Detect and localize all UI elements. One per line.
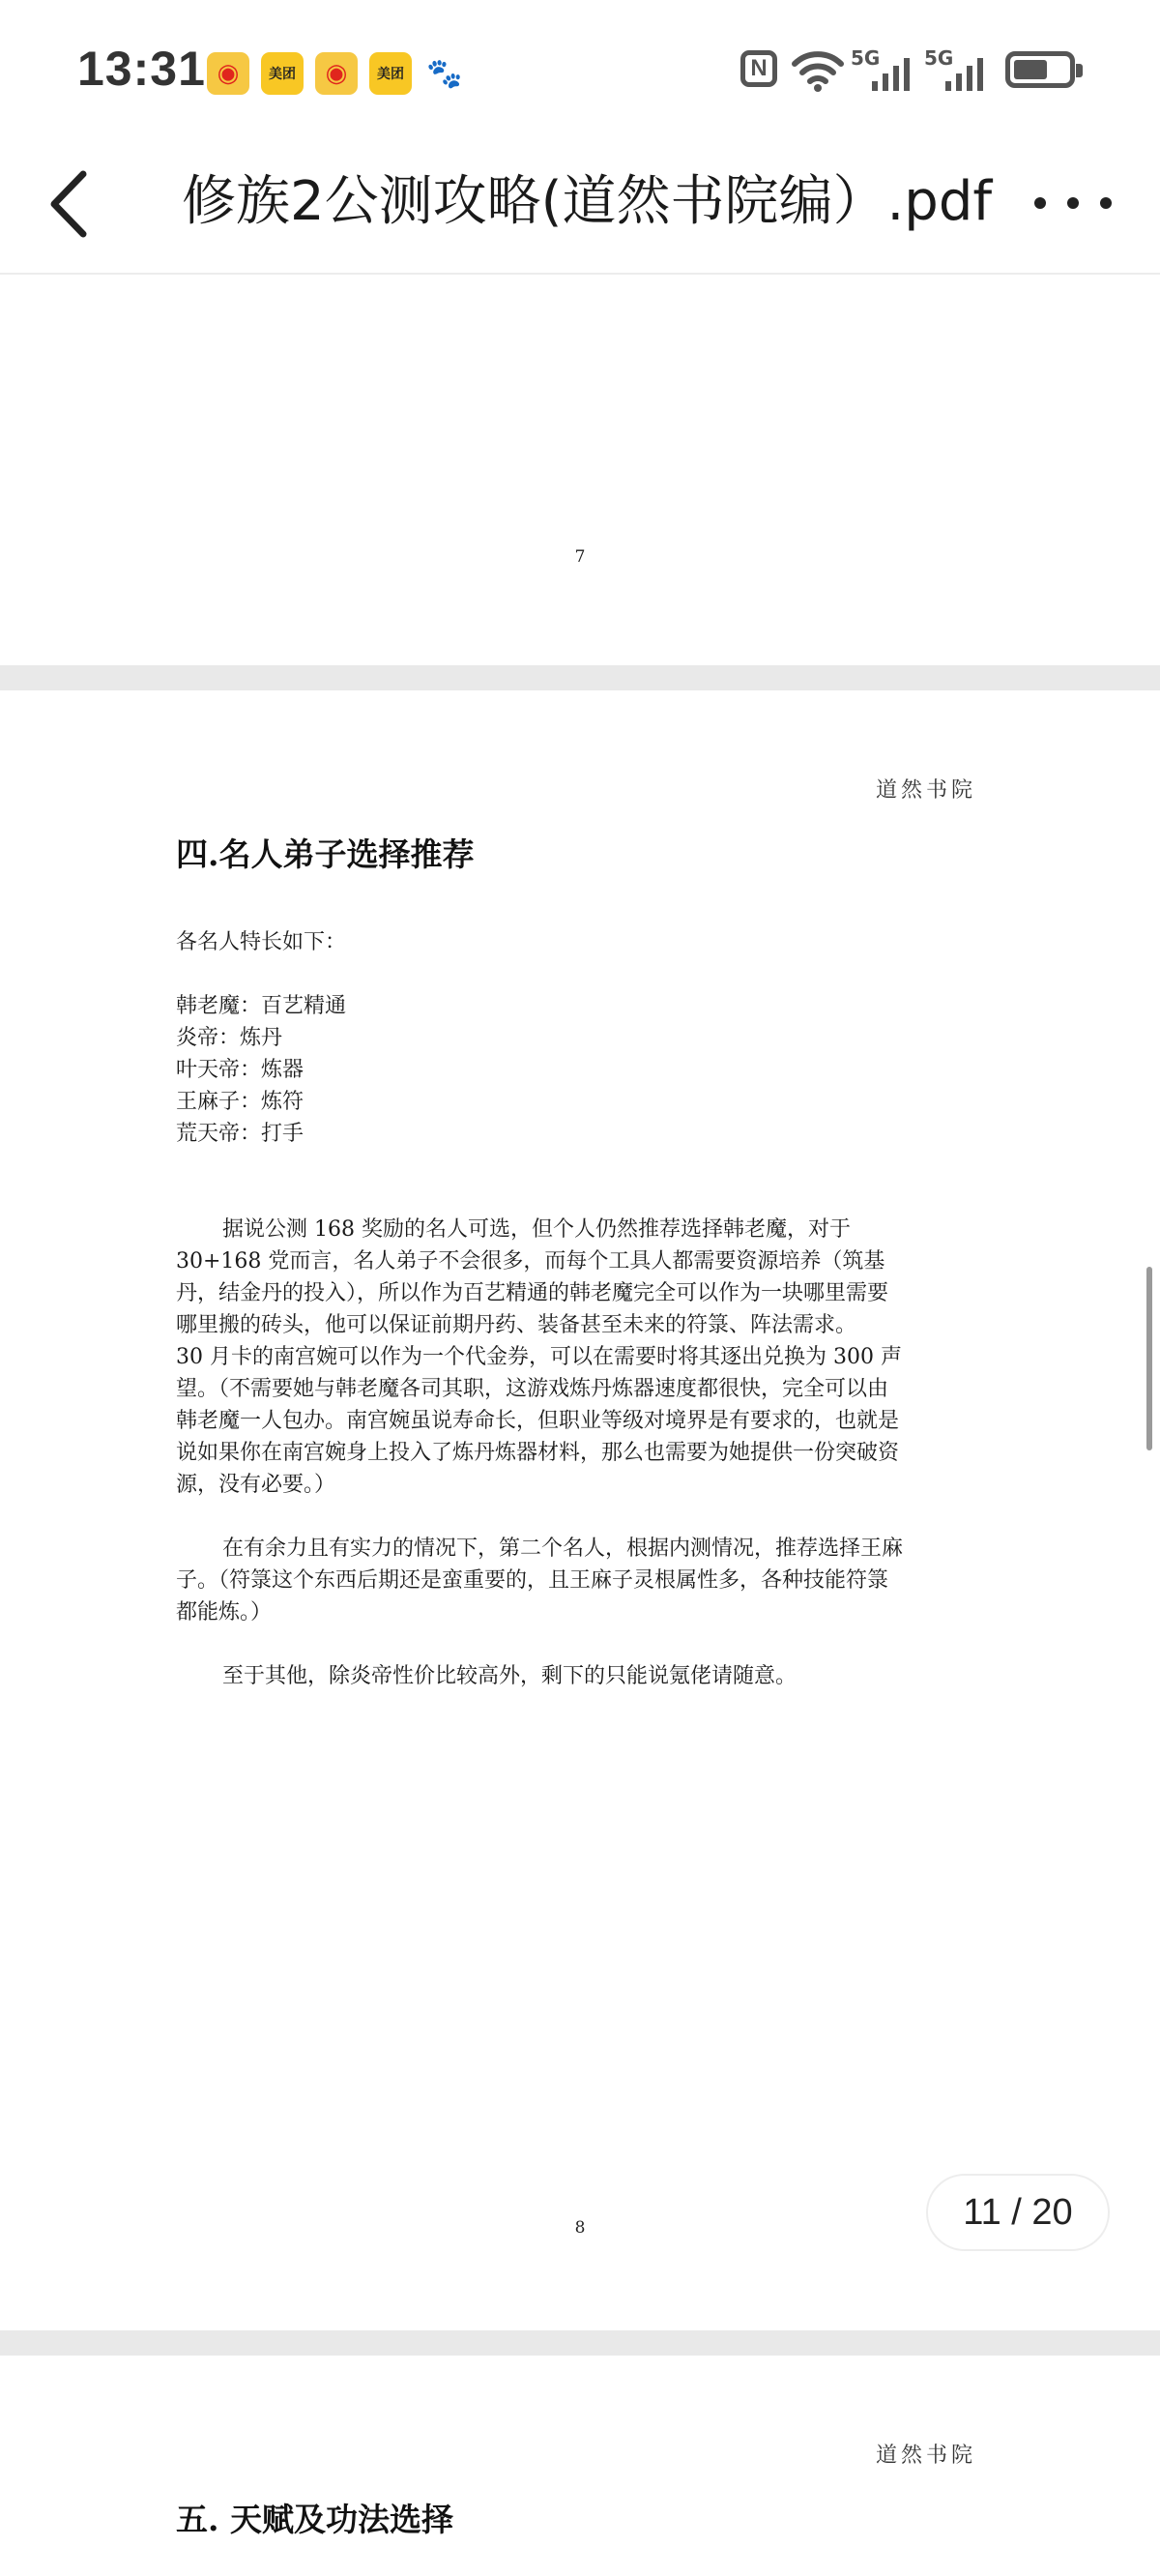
wifi-icon xyxy=(791,48,845,98)
baidu-icon: 🐾 xyxy=(426,56,463,91)
cellular-signal-2-icon xyxy=(924,46,990,95)
section-title: 四.名人弟子选择推荐 xyxy=(176,835,475,873)
meituan-icon: 美团 xyxy=(369,52,412,95)
paragraph-line: 都能炼。） xyxy=(176,1600,273,1625)
paragraph-line: 望。（不需要她与韩老魔各司其职，这游戏炼丹炼器速度都很快，完全可以由 xyxy=(176,1377,889,1401)
page-number: 8 xyxy=(574,2218,586,2238)
status-bar xyxy=(0,0,1160,135)
more-horizontal-icon xyxy=(1034,197,1046,209)
more-options-button[interactable] xyxy=(1034,174,1112,232)
network-type-label: 5G xyxy=(851,46,881,70)
app-header xyxy=(0,135,1160,275)
paragraph-line: 据说公测 168 奖励的名人可选，但个人仍然推荐选择韩老魔，对于 xyxy=(222,1217,851,1242)
running-head: 道然书院 xyxy=(876,778,977,803)
paragraph-line: 哪里搬的砖头，他可以保证前期丹药、装备甚至未来的符箓、阵法需求。 xyxy=(176,1313,857,1337)
paragraph-line: 说如果你在南宫婉身上投入了炼丹炼器材料，那么也需要为她提供一份突破资 xyxy=(176,1441,900,1465)
paragraph-line: 在有余力且有实力的情况下，第二个名人，根据内测情况，推荐选择王麻 xyxy=(222,1537,904,1561)
weibo-icon: ◉ xyxy=(315,52,358,95)
document-title: 修族2公测攻略(道然书院编）.pdf xyxy=(182,170,993,233)
cellular-signal-1-icon xyxy=(851,46,916,95)
running-head: 道然书院 xyxy=(876,2444,977,2468)
pdf-page-current xyxy=(0,690,1160,2330)
specialty-item: 韩老魔：百艺精通 xyxy=(176,994,347,1018)
specialty-item: 王麻子：炼符 xyxy=(176,1090,304,1114)
scrollbar-thumb[interactable] xyxy=(1146,1267,1152,1450)
specialty-item: 荒天帝：打手 xyxy=(176,1122,304,1146)
paragraph-line: 丹，结金丹的投入），所以作为百艺精通的韩老魔完全可以作为一块哪里需要 xyxy=(176,1281,889,1305)
network-type-label: 5G xyxy=(924,46,954,70)
back-button[interactable] xyxy=(39,161,106,248)
specialty-item: 叶天帝：炼器 xyxy=(176,1058,304,1082)
chevron-left-icon xyxy=(39,161,106,248)
specialty-item: 炎帝：炼丹 xyxy=(176,1026,283,1050)
paragraph-line: 30+168 党而言，名人弟子不会很多，而每个工具人都需要资源培养（筑基 xyxy=(176,1249,885,1273)
paragraph-line: 子。（符箓这个东西后期还是蛮重要的，且王麻子灵根属性多，各种技能符箓 xyxy=(176,1568,889,1593)
page-body xyxy=(176,926,971,1692)
paragraph-line: 韩老魔一人包办。南宫婉虽说寿命长，但职业等级对境界是有要求的，也就是 xyxy=(176,1409,900,1433)
meituan-icon: 美团 xyxy=(261,52,304,95)
nfc-icon: N xyxy=(740,50,777,87)
page-indicator[interactable]: 11 / 20 xyxy=(926,2174,1110,2251)
weibo-icon: ◉ xyxy=(207,52,249,95)
clock: 13:31 xyxy=(77,42,206,96)
paragraph-line: 至于其他，除炎帝性价比较高外，剩下的只能说氪佬请随意。 xyxy=(222,1664,798,1688)
section-title: 五. 天赋及功法选择 xyxy=(176,2501,453,2538)
paragraph-line: 源，没有必要。） xyxy=(176,1473,336,1497)
pdf-page-next xyxy=(0,2356,1160,2576)
pdf-page-prev xyxy=(0,275,1160,665)
battery-charging-icon xyxy=(1005,51,1075,88)
intro-text: 各名人特长如下： xyxy=(176,930,347,954)
page-number: 7 xyxy=(574,547,586,567)
paragraph-line: 30 月卡的南宫婉可以作为一个代金券，可以在需要时将其逐出兑换为 300 声 xyxy=(176,1345,902,1369)
